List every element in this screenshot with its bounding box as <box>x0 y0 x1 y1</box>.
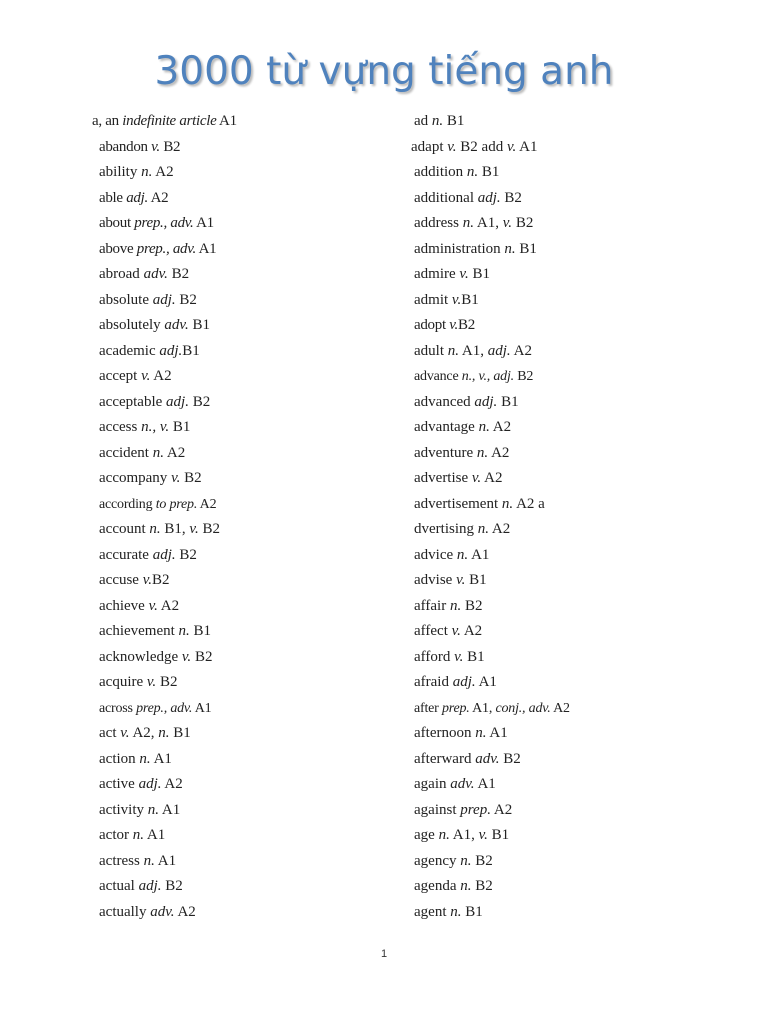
entry-word: account <box>99 521 150 537</box>
vocab-entry <box>414 874 734 900</box>
entry-level: A2 <box>157 597 180 614</box>
entry-part-of-speech: v. <box>142 572 153 588</box>
entry-level: B1 <box>461 291 479 308</box>
vocab-entry <box>99 721 399 747</box>
entry-part-of-speech: v. <box>459 266 469 282</box>
entry-part-of-speech: indefinite article <box>122 113 217 129</box>
entry-part-of-speech: adj. <box>138 878 162 894</box>
entry-word: dvertising <box>414 521 478 537</box>
left-word-column <box>92 109 399 925</box>
entry-level: B2 <box>471 852 493 869</box>
entry-word: additional <box>414 189 478 206</box>
entry-level: A1 <box>192 700 212 716</box>
vocab-entry <box>414 313 734 339</box>
vocab-entry <box>414 670 734 696</box>
vocab-entry <box>99 619 399 645</box>
entry-part-of-speech: n. <box>438 827 450 843</box>
entry-level: A1 <box>486 725 508 741</box>
entry-part-of-speech: adj. <box>474 393 498 410</box>
entry-level: A2 <box>197 496 217 512</box>
entry-word: achieve <box>99 597 149 614</box>
entry-word: adult <box>414 342 448 359</box>
vocab-entry <box>414 594 734 620</box>
entry-word: accuse <box>99 572 143 588</box>
entry-part-of-speech: n. <box>431 113 444 129</box>
entry-level: B1 <box>461 903 483 920</box>
entry-level: A2 <box>488 444 510 461</box>
vocab-entry <box>99 543 399 569</box>
entry-word: afterward <box>414 750 476 767</box>
entry-part-of-speech: n. <box>456 546 469 563</box>
vocab-entry <box>414 415 734 441</box>
entry-word: about <box>99 215 135 231</box>
entry-level: A1 <box>195 240 217 257</box>
entry-level: A2 <box>147 189 169 206</box>
vocab-entry <box>99 747 399 773</box>
vocab-entry <box>99 696 399 722</box>
entry-part-of-speech: adv. <box>450 776 475 792</box>
entry-level: A1 <box>516 138 538 155</box>
entry-level: A2 <box>489 419 512 435</box>
entry-level: A1 <box>193 215 214 231</box>
entry-part-of-speech: n. <box>475 725 487 741</box>
entry-level: B1 <box>465 572 487 588</box>
entry-word: abroad <box>99 266 144 282</box>
entry-word: according <box>99 496 156 512</box>
entry-part-of-speech: n. <box>158 725 170 741</box>
entry-level: A2 a <box>513 495 545 512</box>
entry-part-of-speech: adj. <box>452 674 476 690</box>
entry-level: B1 <box>188 317 210 333</box>
entry-part-of-speech: n. <box>478 419 490 435</box>
entry-level: B1 <box>189 623 212 639</box>
entry-part-of-speech: v. <box>456 572 466 588</box>
vocab-entry <box>414 747 734 773</box>
vocab-entry <box>414 364 734 390</box>
entry-level: B1 <box>515 240 537 257</box>
entry-part-of-speech: adj. <box>126 189 148 206</box>
entry-word: affair <box>414 597 450 614</box>
entry-part-of-speech: v. <box>506 138 517 155</box>
entry-level: A2 <box>161 776 183 792</box>
entry-level: A2, <box>129 725 159 741</box>
page-title: 3000 từ vựng tiếng anh <box>154 49 614 94</box>
vocab-entry <box>99 160 399 186</box>
entry-word: afraid <box>414 674 453 690</box>
entry-part-of-speech: v. <box>449 317 458 333</box>
entry-part-of-speech: adv. <box>150 903 175 920</box>
entry-word: accompany <box>99 470 172 486</box>
entry-part-of-speech: n. <box>450 903 462 920</box>
vocab-entry <box>99 339 399 365</box>
vocab-entry <box>92 109 399 135</box>
entry-part-of-speech: adj. <box>138 776 162 792</box>
entry-word: affect <box>414 623 452 639</box>
entry-word: able <box>99 189 127 206</box>
vocab-entry <box>99 237 399 263</box>
entry-word: agency <box>414 852 461 869</box>
entry-level: B2 <box>513 369 534 384</box>
entry-level: B1 <box>443 113 465 129</box>
entry-level: A1 <box>150 750 172 767</box>
entry-part-of-speech: v. <box>171 470 181 486</box>
entry-level: B2 <box>191 648 213 665</box>
page-number: 1 <box>380 948 388 960</box>
entry-level: A1, <box>474 215 503 231</box>
entry-word: advantage <box>414 419 479 435</box>
entry-part-of-speech: adv. <box>164 317 189 333</box>
entry-word: admire <box>414 266 460 282</box>
vocab-entry <box>99 874 399 900</box>
entry-word: admit <box>414 291 452 308</box>
vocab-entry <box>414 823 734 849</box>
entry-level: A2 <box>174 903 196 920</box>
entry-word: advanced <box>414 393 475 410</box>
entry-word: age <box>414 827 439 843</box>
vocab-entry <box>414 645 734 671</box>
entry-word: action <box>99 750 140 767</box>
entry-level: A2 <box>163 444 186 461</box>
entry-word: a, an <box>92 113 123 129</box>
entry-word: acknowledge <box>99 648 182 665</box>
entry-part-of-speech: v. <box>189 521 199 537</box>
entry-word: acquire <box>99 674 147 690</box>
entry-level: B1 <box>468 266 490 282</box>
entry-part-of-speech: n. <box>147 801 159 818</box>
entry-part-of-speech: adj. <box>487 342 511 359</box>
vocab-entry <box>414 441 734 467</box>
entry-word: advertisement <box>414 495 502 512</box>
entry-word: addition <box>414 164 467 180</box>
entry-part-of-speech: prep., adv. <box>136 700 193 716</box>
entry-level: B1 <box>169 419 191 435</box>
entry-level: A1 <box>474 776 496 792</box>
entry-part-of-speech: adv. <box>143 266 168 282</box>
entry-part-of-speech: v. <box>141 368 151 384</box>
entry-word: accurate <box>99 546 153 563</box>
entry-part-of-speech: adj. <box>166 393 189 410</box>
entry-level: A1, <box>459 342 488 359</box>
vocab-entry <box>414 109 734 135</box>
vocab-entry <box>414 900 734 926</box>
entry-part-of-speech: adj. <box>477 189 501 206</box>
entry-word: accept <box>99 368 142 384</box>
entry-word: administration <box>414 240 505 257</box>
entry-part-of-speech: n. <box>476 444 489 461</box>
vocab-entry <box>99 390 399 416</box>
vocab-entry <box>414 798 734 824</box>
entry-part-of-speech: n. <box>460 852 472 869</box>
entry-level: B2 <box>457 317 475 333</box>
entry-word: actually <box>99 903 151 920</box>
vocab-entry <box>414 262 734 288</box>
entry-part-of-speech: n. <box>447 342 459 359</box>
vocab-entry <box>414 517 734 543</box>
entry-word: against <box>414 801 461 818</box>
entry-word: active <box>99 776 139 792</box>
entry-part-of-speech: v. <box>451 291 462 308</box>
entry-level: A2 <box>550 700 570 716</box>
entry-word: abandon <box>99 138 152 155</box>
entry-level: B2 <box>180 470 202 486</box>
entry-part-of-speech: adj. <box>152 546 176 563</box>
vocab-entry <box>414 721 734 747</box>
entry-part-of-speech: adv. <box>475 750 500 767</box>
entry-part-of-speech: prep. <box>460 801 491 818</box>
entry-level: B2 <box>167 266 190 282</box>
vocab-entry <box>99 186 399 212</box>
vocab-entry <box>99 211 399 237</box>
vocab-entry <box>411 135 734 161</box>
entry-level: B2 <box>500 189 522 206</box>
entry-level: B2 <box>152 572 170 588</box>
entry-word: across <box>99 700 137 716</box>
entry-part-of-speech: to prep. <box>155 496 198 512</box>
vocab-entry <box>414 211 734 237</box>
vocab-entry <box>99 568 399 594</box>
entry-part-of-speech: n. <box>139 750 151 767</box>
vocab-entry <box>414 849 734 875</box>
vocab-entry <box>99 288 399 314</box>
vocab-entry <box>414 772 734 798</box>
vocab-entry <box>414 492 734 518</box>
entry-level: A1 <box>216 113 237 129</box>
entry-level: A2 <box>489 521 511 537</box>
vocab-entry <box>414 160 734 186</box>
entry-word: academic <box>99 342 160 359</box>
entry-part-of-speech: n. <box>449 597 462 614</box>
entry-part-of-speech: v. <box>120 725 130 741</box>
entry-level: B1 <box>487 827 510 843</box>
entry-level: B1 <box>497 393 519 410</box>
entry-word: absolute <box>99 291 153 308</box>
entry-level: A2 <box>152 164 174 180</box>
vocab-entry <box>99 415 399 441</box>
entry-level: B1 <box>169 725 191 741</box>
entry-word: advance <box>414 369 462 384</box>
entry-level: B2 <box>198 521 220 537</box>
vocab-entry <box>99 441 399 467</box>
entry-part-of-speech: n. <box>477 521 489 537</box>
entry-word: activity <box>99 801 148 818</box>
entry-part-of-speech: v. <box>471 470 482 486</box>
entry-level: B2 <box>461 597 483 614</box>
entry-part-of-speech: n. <box>501 495 514 512</box>
entry-part-of-speech: v. <box>478 827 488 843</box>
vocab-entry <box>414 339 734 365</box>
entry-word: acceptable <box>99 393 167 410</box>
vocab-entry <box>99 313 399 339</box>
entry-level: B1, <box>160 521 190 537</box>
entry-level: B1 <box>478 164 500 180</box>
entry-word: ad <box>414 113 432 129</box>
entry-level: B2 <box>156 674 178 690</box>
entry-part-of-speech: n. <box>141 164 153 180</box>
entry-level: B2 add <box>456 138 507 155</box>
entry-part-of-speech: n. <box>143 852 155 869</box>
entry-part-of-speech: n. <box>462 215 474 231</box>
entry-level: B2 <box>471 878 493 894</box>
vocab-entry <box>99 823 399 849</box>
entry-word: again <box>414 776 451 792</box>
vocab-entry <box>99 364 399 390</box>
entry-part-of-speech: n. <box>460 878 472 894</box>
entry-word: act <box>99 725 121 741</box>
vocab-entry <box>414 288 734 314</box>
entry-level: B2 <box>188 393 211 410</box>
entry-part-of-speech: v. <box>502 215 513 231</box>
vocab-entry <box>99 594 399 620</box>
entry-part-of-speech: prep. <box>441 700 470 716</box>
vocab-entry <box>99 262 399 288</box>
entry-level: B2 <box>175 546 197 563</box>
entry-level: B2 <box>159 138 181 155</box>
entry-part-of-speech: v. <box>451 623 461 639</box>
entry-word: above <box>99 240 137 257</box>
vocab-entry <box>414 568 734 594</box>
vocab-entry <box>414 619 734 645</box>
vocab-entry <box>99 900 399 926</box>
entry-level: A2 <box>510 342 532 359</box>
entry-part-of-speech: n., v. <box>141 419 170 435</box>
entry-level: A2 <box>150 368 172 384</box>
right-word-column <box>411 109 734 925</box>
entry-word: advise <box>414 572 457 588</box>
entry-level: B1 <box>182 342 200 359</box>
entry-part-of-speech: prep., adv. <box>136 240 196 257</box>
entry-level: A1 <box>468 546 490 563</box>
vocab-entry <box>414 696 734 722</box>
vocab-entry <box>99 645 399 671</box>
entry-level: B2 <box>161 878 183 894</box>
entry-word: advertise <box>414 470 472 486</box>
entry-word: afford <box>414 648 455 665</box>
entry-word: ability <box>99 164 142 180</box>
entry-word: agenda <box>414 878 461 894</box>
vocab-entry <box>99 492 399 518</box>
entry-level: A1, <box>449 827 479 843</box>
entry-part-of-speech: v. <box>151 138 160 155</box>
entry-word: after <box>414 700 442 716</box>
vocab-entry <box>99 517 399 543</box>
entry-level: A2 <box>481 470 503 486</box>
entry-word: achievement <box>99 623 179 639</box>
entry-word: accident <box>99 444 153 461</box>
entry-word: access <box>99 419 142 435</box>
entry-part-of-speech: v. <box>447 138 457 155</box>
entry-level: B1 <box>463 648 485 665</box>
entry-part-of-speech: v. <box>146 674 157 690</box>
entry-word: adventure <box>414 444 477 461</box>
entry-part-of-speech: adj. <box>152 291 176 308</box>
vocab-entry <box>99 135 399 161</box>
entry-level: B2 <box>512 215 534 231</box>
entry-level: A1 <box>154 852 177 869</box>
vocab-entry <box>99 849 399 875</box>
entry-part-of-speech: n., v., adj. <box>461 369 514 384</box>
entry-level: A1 <box>159 801 181 818</box>
entry-word: afternoon <box>414 725 476 741</box>
entry-part-of-speech: n. <box>152 444 164 461</box>
entry-part-of-speech: prep., adv. <box>134 215 194 231</box>
entry-word: address <box>414 215 463 231</box>
vocab-entry <box>99 466 399 492</box>
vocab-entry <box>99 670 399 696</box>
entry-level: A2 <box>460 623 483 639</box>
entry-part-of-speech: v. <box>148 597 158 614</box>
entry-word: actual <box>99 878 139 894</box>
entry-level: A1 <box>475 674 497 690</box>
entry-part-of-speech: n. <box>149 521 161 537</box>
entry-word: actor <box>99 827 133 843</box>
entry-part-of-speech: n. <box>504 240 516 257</box>
vocab-entry <box>414 390 734 416</box>
entry-word: agent <box>414 903 451 920</box>
entry-word: adopt <box>414 317 450 333</box>
entry-part-of-speech: adj. <box>159 342 183 359</box>
vocab-entry <box>414 466 734 492</box>
entry-word: adapt <box>411 138 448 155</box>
entry-level: A2 <box>490 801 513 818</box>
entry-part-of-speech: conj., adv. <box>495 700 551 716</box>
entry-word: absolutely <box>99 317 165 333</box>
vocab-entry <box>414 543 734 569</box>
entry-part-of-speech: n. <box>178 623 190 639</box>
entry-part-of-speech: n. <box>132 827 144 843</box>
vocab-entry <box>99 798 399 824</box>
entry-part-of-speech: v. <box>454 648 464 665</box>
vocab-entry <box>99 772 399 798</box>
vocab-entry <box>414 237 734 263</box>
entry-level: A1 <box>143 827 166 843</box>
entry-level: A1, <box>469 700 496 716</box>
entry-part-of-speech: v. <box>181 648 192 665</box>
entry-level: B2 <box>175 291 197 308</box>
vocab-entry <box>414 186 734 212</box>
entry-word: advice <box>414 546 457 563</box>
entry-word: actress <box>99 852 144 869</box>
entry-part-of-speech: n. <box>466 164 479 180</box>
entry-level: B2 <box>499 750 521 767</box>
